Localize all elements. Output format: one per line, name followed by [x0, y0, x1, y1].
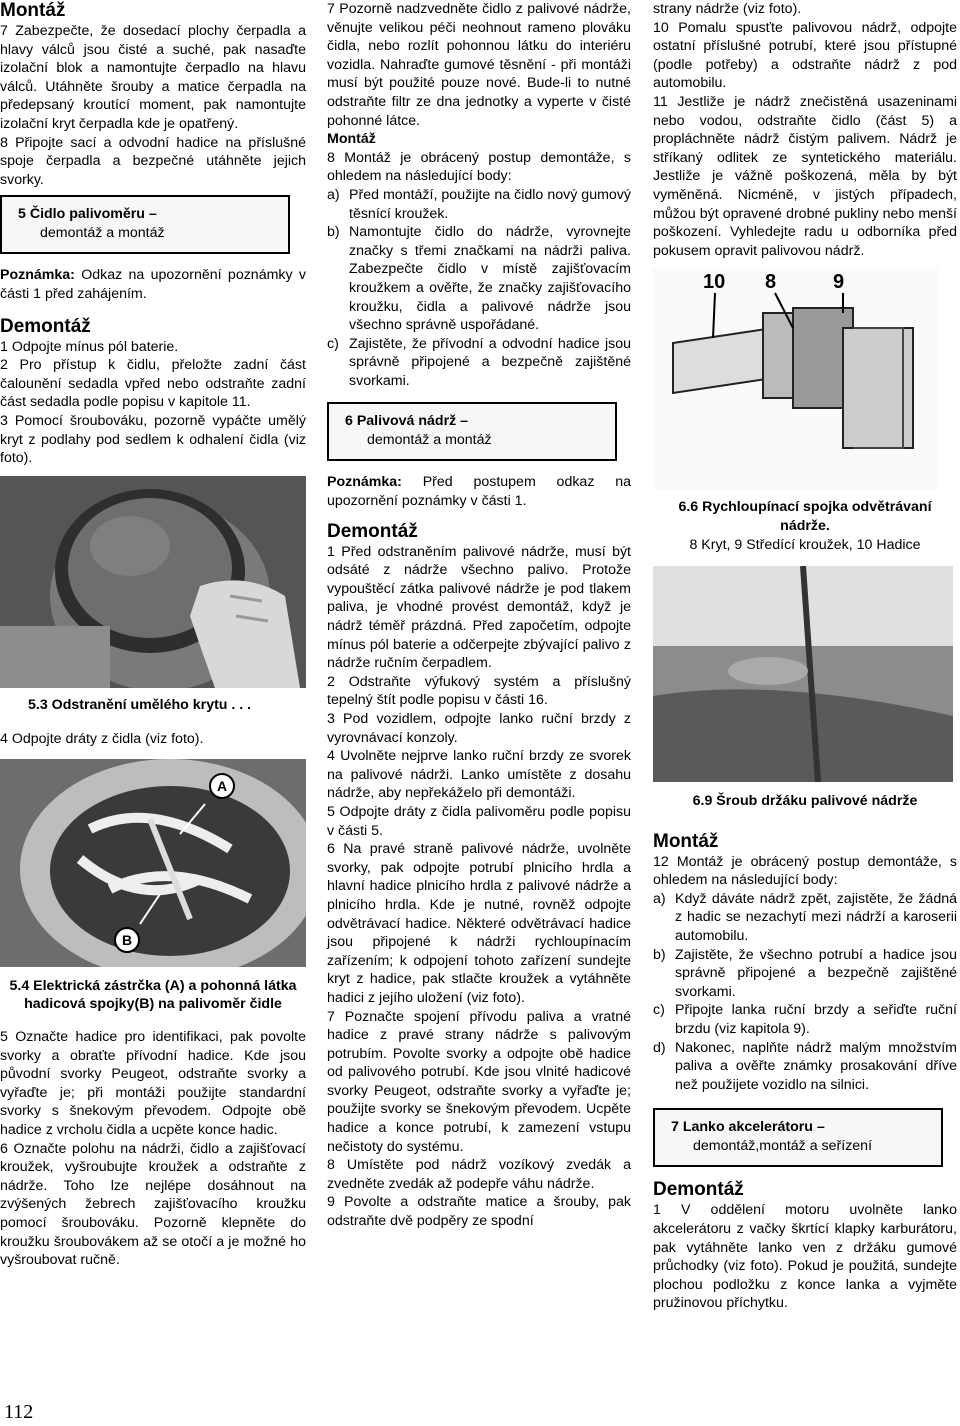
step-12: 12 Montáž je obrácený postup demontáže, s ohledem na následující body: [653, 853, 957, 889]
caption-5-3: 5.3 Odstranění umělého krytu . . . [28, 696, 252, 713]
step-2: 2 Odstraňte výfukový systém a příslušný tepelný štít podle popisu v části 16. [327, 673, 631, 709]
note-label: Poznámka: [0, 267, 75, 284]
step-9: 9 Povolte a odstraňte matice a šrouby, pak odstraňte dvě podpěry ze spodní [327, 1194, 631, 1230]
montaz-points [653, 890, 957, 1095]
list-item: a) Když dáváte nádrž zpět, zajistěte, že žádná z hadic se nezachytí mezi nádrží a karoserii automobilu. [653, 890, 957, 945]
heading-montaz: Montáž [653, 830, 719, 852]
section-subtitle: demontáž a montáž [367, 432, 492, 449]
photo-sensor-wires [0, 759, 306, 967]
list-item: b) Namontujte čidlo do nádrže, vyrovnejte značky s třemi značkami na nádrži paliva. Zabezpečte čidlo v místě zajišťovacím kroužkem a ověřte, že značky zajišťovacího kroužku, čidla a palivové nádrže jsou všechno správně uspořádané. [327, 224, 631, 334]
step-5: 5 Odpojte dráty z čidla palivoměru podle popisu v části 5. [327, 803, 631, 839]
step-1: 1 Před odstraněním palivové nádrže, musí být odsáté z nádrže všechno palivo. Protože vypouštěcí zátka palivové nádrže je pod tlakem paliva, je vhodné provést demontáž, když je nádrž téměř prázdná. Před započetím, odpojte mínus pól baterie a odčerpejte zbývající palivo z nádrže ručním čerpadlem. [327, 543, 631, 672]
page-number: 112 [4, 1401, 34, 1423]
caption-6-6-legend: 8 Kryt, 9 Středící kroužek, 10 Hadice [689, 536, 921, 553]
heading-montaz: Montáž [0, 0, 66, 21]
note [327, 473, 631, 510]
list-item: c) Zajistěte, že přívodní a odvodní hadice jsou správně připojené a bezpečně zajištěné svorkami. [327, 335, 631, 389]
step-2: 2 Pro přístup k čidlu, přeložte zadní část čalounění sedadla vpřed nebo odstraňte zadní část sedadla podle popisu v kapitole 11. [0, 357, 306, 411]
step-1: 1 V oddělení motoru uvolněte lanko akcelerátoru z vačky škrtící klapky karburátoru, pak vytáhněte lanko ven z držáku gumové průchodky (viz foto). Pokud je použitá, sundejte plochou podložku z konce lanka a vyjměte pružinovou příchytku. [653, 1202, 957, 1312]
list-item: a) Před montáží, použijte na čidlo nový gumový těsnící kroužek. [327, 186, 631, 222]
step-8: 8 Montáž je obrácený postup demontáže, s ohledem na následující body: [327, 149, 631, 185]
section-box-6 [327, 402, 617, 461]
step-3: 3 Pomocí šroubováku, pozorně vypáčte umělý kryt z podlahy pod sedlem k odhalení čidla (viz foto). [0, 412, 306, 467]
step-1: 1 Odpojte mínus pól baterie. [0, 338, 179, 355]
step-9-cont: strany nádrže (viz foto). [653, 1, 802, 17]
section-box-5 [0, 195, 290, 254]
note-text: Před postupem odkaz na upozornění poznámky v části 1. [327, 474, 631, 510]
step-8: 8 Připojte sací a odvodní hadice na příslušné spoje čerpadla a bezpečné utáhněte jejich svorky. [0, 134, 306, 188]
step-6: 6 Označte polohu na nádrži, čidlo a zajišťovací kroužek, vyšroubujte kroužek a odstraňte z nádrže. Toho lze nejlépe dosáhnout na zvýšených žebrech zajišťovacího kroužku pomocí šroubováku. Pozorně klepněte do kroužku šroubovákem až se otočí a je možné ho vyšroubovat ručně. [0, 1140, 306, 1269]
step-4: 4 Odpojte dráty z čidla (viz foto). [0, 731, 204, 748]
column-3 [653, 0, 957, 1313]
column-1 [0, 0, 306, 1270]
montaz-points [327, 186, 631, 391]
photo-sensor-cover [0, 476, 306, 688]
note-text: Odkaz na upozornění poznámky v části 1 před zahájením. [0, 267, 306, 302]
section-box-7 [653, 1108, 943, 1167]
callout-8: 8 [765, 271, 777, 294]
section-title: 7 Lanko akcelerátoru – [671, 1119, 825, 1136]
heading-demontaz: Demontáž [0, 315, 91, 337]
step-3: 3 Pod vozidlem, odpojte lanko ruční brzdy z vyrovnávací konzoly. [327, 711, 631, 746]
step-7b: 7 Poznačte spojení přívodu paliva a vratné hadice z pravé strany nádrže s palivovým potrubím. Povolte svorky a odpojte obě hadice od palivového potrubí. Kde jsou vlnité hadicové svorky Peugeot, odstraňte svorky a vyřaďte je; použijte svorky se šnekovým převodem. Ucpěte hadice a konce potrubí, k zamezení vstupu nečistoty do systému. [327, 1008, 631, 1155]
caption-6-6: 6.6 Rychloupínací spojka odvětrávaní nádrže. [678, 499, 932, 534]
step-4: 4 Uvolněte nejprve lanko ruční brzdy ze svorek na palivové nádrži. Lanko umístěte z dosahu nádrže, aby nepřekáželo při demontáži. [327, 748, 631, 802]
step-5: 5 Označte hadice pro identifikaci, pak povolte svorky a obraťte přívodní hadice. Kde jsou původní svorky Peugeot, odstraňte svorky a vyřaďte je; při montáži použijte standardní svorky s šnekovým převodem. Odpojte obě hadice z vrcholu čidla a ucpěte konce hadic. [0, 1029, 306, 1139]
list-item: d) Nakonec, naplňte nádrž malým množstvím paliva a ověřte známky prosakování dříve než použijete vozidlo na silnici. [653, 1039, 957, 1093]
heading-demontaz: Demontáž [653, 1179, 744, 1201]
list-item: c) Připojte lanka ruční brzdy a seřiďte ruční brzdu (viz kapitola 9). [653, 1002, 957, 1038]
note-label: Poznámka: [327, 474, 402, 491]
section-title: 6 Palivová nádrž – [345, 413, 469, 430]
callout-9: 9 [833, 271, 845, 294]
step-7: 7 Zabezpečte, že dosedací plochy čerpadla a hlavy válců jsou čisté a suché, pak nasaďte izolační blok a namontujte čerpadlo na hlavu válců. Utáhněte šrouby a matice čerpadla na předepsaný kroutící moment, pak namontujte izolační kryt čerpadla kde je opatřený. [0, 23, 306, 132]
section-title: 5 Čidlo palivoměru – [18, 206, 157, 223]
section-subtitle: demontáž,montáž a seřízení [693, 1138, 873, 1155]
note [0, 266, 306, 303]
list-item: b) Zajistěte, že všechno potrubí a hadice jsou správně připojené a bezpečně zajištěné svorkami. [653, 946, 957, 1000]
step-7: 7 Pozorně nadzvedněte čidlo z palivové nádrže, věnujte velikou péči neohnout rameno plováku čidla, nebo rozlít pohonnou látku do interiéru vozidla. Nahraďte gumové těsnění - při montáži musí být použité pouze nové. Bude-li to nutné odstraňte filtr ze dna jednotky a vyperte v čisté pohonné látce. [327, 1, 631, 129]
photo-tank-bracket-bolt [653, 566, 953, 782]
photo-quick-coupling [653, 268, 938, 490]
step-6: 6 Na pravé straně palivové nádrže, uvolněte svorky, pak odpojte potrubí plnicího hrdla a hlavní hadice plnicího hrdla z palivové nádrže a plnicího hrdla. Kde je nutné, rovněž odpojte odvětrávací hadice. Některé odvětrávací hadice jsou připojené k nádrži rychloupínacím zařízením; k odpojení tohoto zařízení sundejte kryt z hadice, pak stlačte kroužek a vytáhněte hadici z jejího uložení (viz foto). [327, 841, 631, 1006]
heading-demontaz: Demontáž [327, 520, 418, 542]
photo-label-b: B [121, 931, 133, 948]
subheading-montaz: Montáž [327, 131, 376, 148]
column-2 [327, 0, 631, 1231]
step-10: 10 Pomalu spusťte palivovou nádrž, odpojte ostatní příslušné potrubí, které jsou přístupné (podle potřeby) a odstraňte nádrž z pod automobilu. [653, 19, 957, 92]
step-11: 11 Jestliže je nádrž znečistěná usazeninami nebo vodou, odstraňte čidlo (část 5) a propláchněte nádrž čistým palivem. Nádrž je stříkaný odlitek ze syntetického materiálu. Jestliže je vážně poškozená, měla by být vyměněná. Nicméně, v jistých případech, můžou být opravené drobné pukliny nebo menší poškození. Vyhledejte radu u odborníka před pokusem opravit palivovou nádrž. [653, 93, 957, 259]
caption-6-9: 6.9 Šroub držáku palivové nádrže [692, 793, 918, 810]
section-subtitle: demontáž a montáž [40, 225, 165, 242]
step-8b: 8 Umístěte pod nádrž vozíkový zvedák a zvedněte zvedák až podepře váhu nádrže. [327, 1157, 631, 1192]
callout-10: 10 [703, 271, 726, 294]
photo-label-a: A [216, 777, 228, 794]
caption-5-4: 5.4 Elektrická zástrčka (A) a pohonná látka hadicová spojky(B) na palivoměr čidle [9, 977, 297, 1013]
